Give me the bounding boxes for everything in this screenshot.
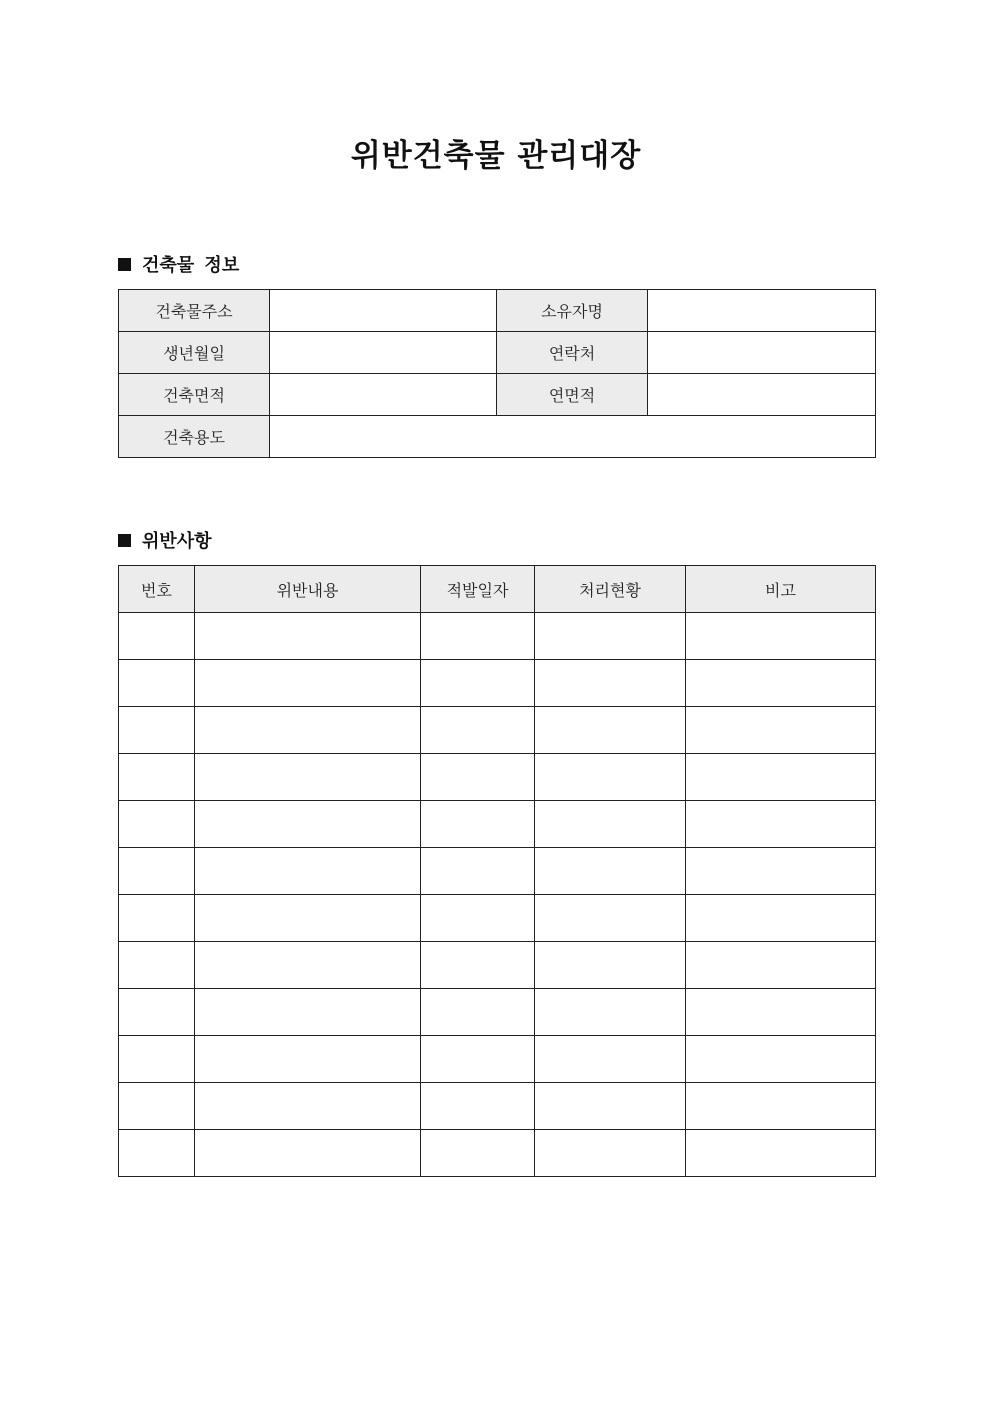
- remarks-cell[interactable]: [686, 754, 876, 801]
- floor-area-label: 연면적: [497, 374, 648, 416]
- table-row: [119, 374, 876, 416]
- section-title: 건축물 정보: [142, 255, 240, 276]
- contact-field[interactable]: [648, 332, 876, 374]
- content-cell[interactable]: [195, 895, 421, 942]
- content-cell[interactable]: [195, 613, 421, 660]
- table-row: [119, 989, 876, 1036]
- remarks-cell[interactable]: [686, 1036, 876, 1083]
- building-info-table: [118, 289, 876, 458]
- remarks-cell[interactable]: [686, 848, 876, 895]
- column-header-status: 처리현황: [535, 566, 686, 613]
- content-cell[interactable]: [195, 848, 421, 895]
- table-row: [119, 707, 876, 754]
- remarks-cell[interactable]: [686, 707, 876, 754]
- column-header-date: 적발일자: [421, 566, 535, 613]
- date-cell[interactable]: [421, 1036, 535, 1083]
- use-field[interactable]: [270, 416, 876, 458]
- square-bullet-icon: [118, 534, 131, 547]
- section-heading-violations: [118, 527, 212, 553]
- remarks-cell[interactable]: [686, 989, 876, 1036]
- status-cell[interactable]: [535, 1130, 686, 1177]
- birth-label: 생년월일: [119, 332, 270, 374]
- content-cell[interactable]: [195, 707, 421, 754]
- number-cell[interactable]: [119, 707, 195, 754]
- table-row: [119, 1036, 876, 1083]
- content-cell[interactable]: [195, 801, 421, 848]
- table-row: [119, 416, 876, 458]
- remarks-cell[interactable]: [686, 613, 876, 660]
- date-cell[interactable]: [421, 1130, 535, 1177]
- contact-label: 연락처: [497, 332, 648, 374]
- remarks-cell[interactable]: [686, 1083, 876, 1130]
- content-cell[interactable]: [195, 942, 421, 989]
- address-label: 건축물주소: [119, 290, 270, 332]
- table-row: [119, 895, 876, 942]
- number-cell[interactable]: [119, 989, 195, 1036]
- table-header-row: [119, 566, 876, 613]
- status-cell[interactable]: [535, 801, 686, 848]
- date-cell[interactable]: [421, 707, 535, 754]
- table-row: [119, 1083, 876, 1130]
- column-header-remarks: 비고: [686, 566, 876, 613]
- number-cell[interactable]: [119, 613, 195, 660]
- date-cell[interactable]: [421, 1083, 535, 1130]
- date-cell[interactable]: [421, 895, 535, 942]
- table-row: [119, 848, 876, 895]
- column-header-number: 번호: [119, 566, 195, 613]
- floor-area-field[interactable]: [648, 374, 876, 416]
- content-cell[interactable]: [195, 660, 421, 707]
- square-bullet-icon: [118, 258, 131, 271]
- table-row: [119, 801, 876, 848]
- status-cell[interactable]: [535, 613, 686, 660]
- table-row: [119, 660, 876, 707]
- date-cell[interactable]: [421, 660, 535, 707]
- number-cell[interactable]: [119, 1036, 195, 1083]
- status-cell[interactable]: [535, 1083, 686, 1130]
- status-cell[interactable]: [535, 989, 686, 1036]
- building-area-field[interactable]: [270, 374, 497, 416]
- birth-field[interactable]: [270, 332, 497, 374]
- status-cell[interactable]: [535, 707, 686, 754]
- status-cell[interactable]: [535, 754, 686, 801]
- status-cell[interactable]: [535, 942, 686, 989]
- owner-field[interactable]: [648, 290, 876, 332]
- remarks-cell[interactable]: [686, 660, 876, 707]
- status-cell[interactable]: [535, 660, 686, 707]
- remarks-cell[interactable]: [686, 1130, 876, 1177]
- number-cell[interactable]: [119, 1083, 195, 1130]
- address-field[interactable]: [270, 290, 497, 332]
- table-row: [119, 942, 876, 989]
- table-row: [119, 613, 876, 660]
- status-cell[interactable]: [535, 1036, 686, 1083]
- status-cell[interactable]: [535, 848, 686, 895]
- remarks-cell[interactable]: [686, 801, 876, 848]
- content-cell[interactable]: [195, 1130, 421, 1177]
- owner-label: 소유자명: [497, 290, 648, 332]
- date-cell[interactable]: [421, 942, 535, 989]
- number-cell[interactable]: [119, 660, 195, 707]
- date-cell[interactable]: [421, 848, 535, 895]
- date-cell[interactable]: [421, 613, 535, 660]
- content-cell[interactable]: [195, 1083, 421, 1130]
- table-row: [119, 754, 876, 801]
- use-label: 건축용도: [119, 416, 270, 458]
- table-row: [119, 332, 876, 374]
- table-row: [119, 290, 876, 332]
- number-cell[interactable]: [119, 848, 195, 895]
- number-cell[interactable]: [119, 801, 195, 848]
- building-area-label: 건축면적: [119, 374, 270, 416]
- date-cell[interactable]: [421, 989, 535, 1036]
- page-title: 위반건축물 관리대장: [350, 138, 642, 174]
- column-header-content: 위반내용: [195, 566, 421, 613]
- content-cell[interactable]: [195, 989, 421, 1036]
- date-cell[interactable]: [421, 801, 535, 848]
- number-cell[interactable]: [119, 1130, 195, 1177]
- content-cell[interactable]: [195, 754, 421, 801]
- table-row: [119, 1130, 876, 1177]
- content-cell[interactable]: [195, 1036, 421, 1083]
- remarks-cell[interactable]: [686, 895, 876, 942]
- number-cell[interactable]: [119, 754, 195, 801]
- date-cell[interactable]: [421, 754, 535, 801]
- section-heading-building-info: [118, 251, 239, 277]
- number-cell[interactable]: [119, 895, 195, 942]
- section-title: 위반사항: [142, 531, 212, 552]
- status-cell[interactable]: [535, 895, 686, 942]
- number-cell[interactable]: [119, 942, 195, 989]
- violations-table: [118, 565, 876, 1177]
- remarks-cell[interactable]: [686, 942, 876, 989]
